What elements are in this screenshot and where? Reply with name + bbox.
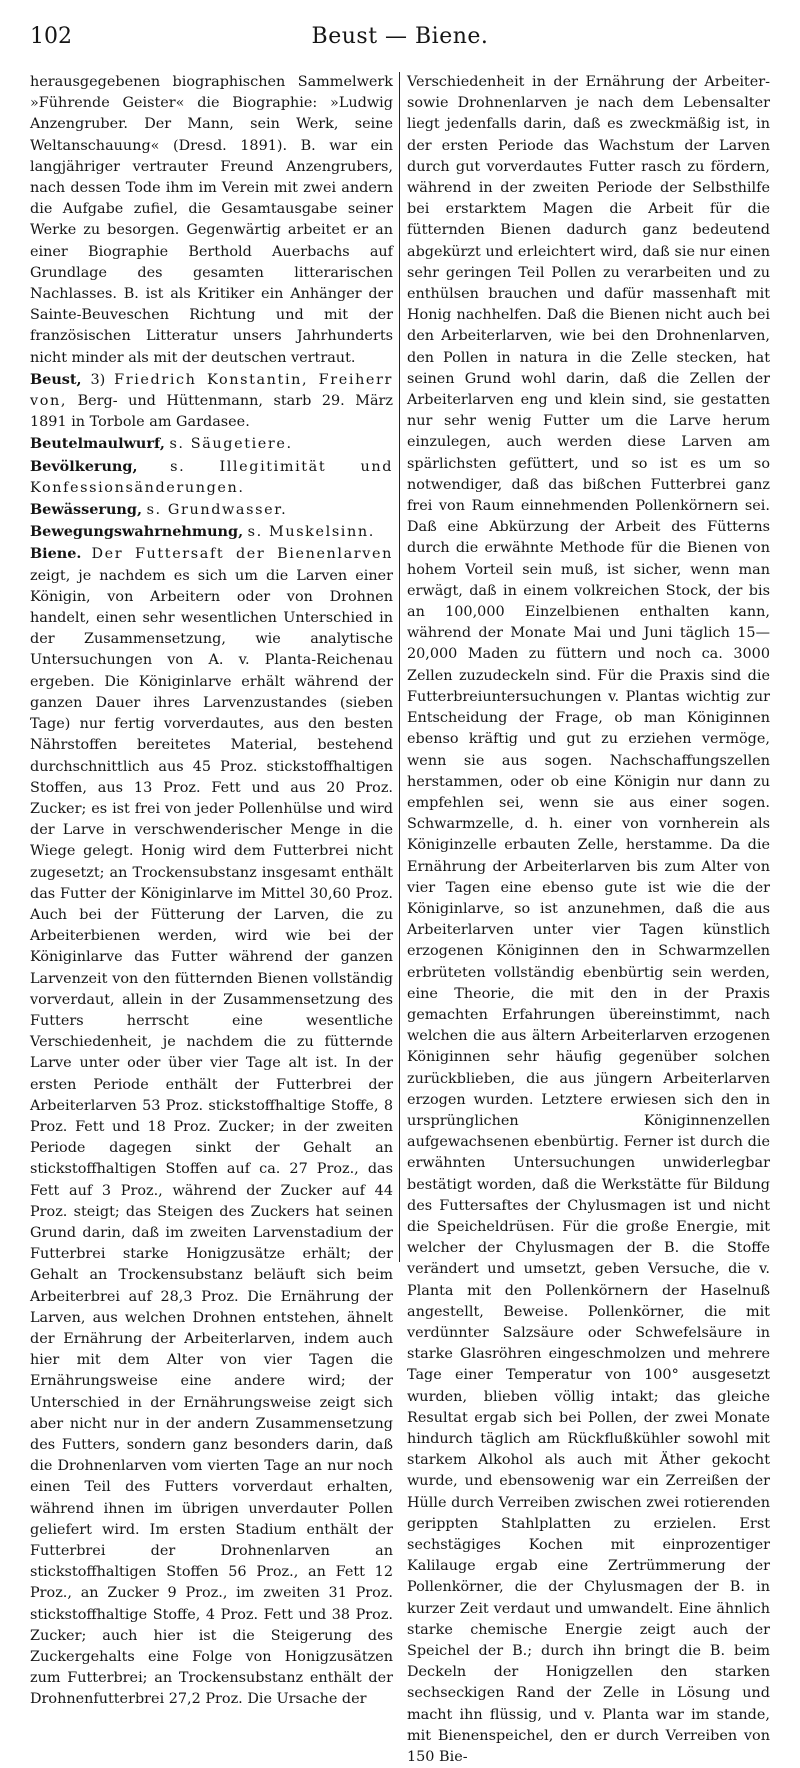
page-number: 102 bbox=[30, 24, 72, 49]
text-columns bbox=[30, 72, 770, 1766]
headword-bewaesserung: Bewässerung, bbox=[30, 501, 142, 519]
entry-bewegungswahrnehmung bbox=[30, 521, 393, 543]
right-column bbox=[400, 72, 770, 1766]
cross-reference: s. Säugetiere. bbox=[169, 436, 293, 453]
continued-entry-paragraph: herausgegebenen biographischen Sammelwerk »Führende Geister« die Biographie: »Ludwig Anzengruber. Der Mann, sein Werk, seine Weltanschauung« (Dresd. 1891). B. war ein langjähriger vertrauter Freund Anzengrubers, nach dessen Tode ihm im Verein mit zwei andern die Aufgabe zufiel, die Gesamtausgabe seiner Werke zu besorgen. Gegenwärtig arbeitet er an einer Biographie Berthold Auerbachs auf Grundlage des gesamten litterarischen Nachlasses. B. ist als Kritiker ein Anhänger der Sainte-Beuveschen Richtung und mit der französischen Litteratur unsers Jahrhunderts nicht minder als mit der deutschen vertraut. bbox=[30, 74, 393, 366]
entry-person-name: Friedrich Konstantin, Freiherr von, bbox=[30, 371, 394, 410]
entry-biene-continued: Verschiedenheit in der Ernährung der Arbeiter- sowie Drohnenlarven je nach dem Lebensalter liegt jedenfalls darin, daß es zweckmäßig ist, in der ersten Periode das Wachstum der Larven durch gut vorverdautes Futter rasch zu fördern, während in der zweiten Periode der Selbsthilfe bei erstarktem Magen die Arbeit für die fütternden Bienen dadurch ganz bedeutend abgekürzt und erleichtert wird, daß sie nur einen sehr geringen Teil Pollen zu verarbeiten und zu enthülsen brauchen und dafür massenhaft mit Honig nachhelfen. Daß die Bienen nicht auch bei den Arbeiterlarven, wie bei den Drohnenlarven, den Pollen in natura in die Zelle stecken, hat seinen Grund wohl darin, daß die Zellen der Arbeiterlarven eng und klein sind, sie gestatten nur sehr wenig Futter um die Larve herum einzulegen, auch werden diese Larven am spärlichsten gefüttert, und so ist es um so notwendiger, daß das bißchen Futterbrei ganz frei von Raum einnehmenden Pollenkörnern sei. Daß eine Abkürzung der Arbeit des Fütterns durch die erwähnte Methode für die Bienen von hohem Vorteil sein muß, ist sicher, wenn man erwägt, daß in einem volkreichen Stock, der bis an 100,000 Einzelbienen enthalten kann, während der Monate Mai und Juni täglich 15—20,000 Maden zu füttern und noch ca. 3000 Zellen zuzudeckeln sind. Für die Praxis sind die Futterbreiuntersuchungen v. Plantas wichtig zur Entscheidung der Frage, ob man Königinnen ebenso kräftig und gut zu erziehen vermöge, wenn sie aus sogen. Nachschaffungszellen herstammen, oder ob eine Königin nur dann zu empfehlen sei, wenn sie aus einer sogen. Schwarmzelle, d. h. einer von vornherein als Königinzelle erbauten Zelle, herstamme. Da die Ernährung der Arbeiterlarven bis zum Alter von vier Tagen eine ebenso gute ist wie die der Königinlarve, so ist anzunehmen, daß die aus Arbeiterlarven unter vier Tagen künstlich erzogenen Königinnen den in Schwarmzellen erbrüteten vollständig ebenbürtig sein werden, eine Theorie, die mit den in der Praxis gemachten Erfahrungen übereinstimmt, nach welchen die aus ältern Arbeiterlarven erzogenen Königinnen sehr häufig gegenüber solchen zurückblieben, die aus jüngern Arbeiterlarven erzogen wurden. Letztere erwiesen sich den in ursprünglichen Königinnenzellen aufgewachsenen ebenbürtig. Ferner ist durch die erwähnten Untersuchungen unwiderlegbar bestätigt worden, daß die Werkstätte für Bildung des Futtersaftes der Chylusmagen ist und nicht die Speicheldrüsen. Für die große Energie, mit welcher der Chylusmagen der B. die Stoffe verändert und umsetzt, geben Versuche, die v. Planta mit den Pollenkörnern der Haselnuß angestellt, Beweise. Pollenkörner, die mit verdünnter Salzsäure oder Schwefelsäure in starke Glasröhren eingeschmolzen und mehrere Tage einer Temperatur von 100° ausgesetzt wurden, blieben völlig intakt; das gleiche Resultat ergab sich bei Pollen, der zwei Monate hindurch täglich am Rückflußkühler sowohl mit starkem Alkohol als auch mit Äther gekocht wurde, und ebensowenig war ein Zerreißen der Hülle durch Verreiben zwischen zwei rotierenden gerippten Stahlplatten zu erzielen. Erst sechstägiges Kochen mit einprozentiger Kalilauge ergab eine Zertrümmerung der Pollenkörner, die der Chylusmagen der B. in kurzer Zeit verdaut und umwandelt. Eine ähnlich starke chemische Energie zeigt auch der Speichel der B.; durch ihn bringt die B. beim Deckeln der Honigzellen den starken sechseckigen Rand der Zelle in Lösung und macht ihn flüssig, und v. Planta war im stande, mit Bienenspeichel, den er durch Verreiben von 150 Bie- bbox=[406, 74, 770, 1766]
entry-bevoelkerung bbox=[30, 456, 393, 499]
page-header bbox=[30, 18, 770, 58]
headword-bevoelkerung: Bevölkerung, bbox=[30, 457, 138, 475]
entry-lead-text: Der Futtersaft der Bienenlarven bbox=[91, 546, 393, 563]
cross-reference: s. Muskelsinn. bbox=[247, 524, 375, 541]
entry-beust bbox=[30, 369, 393, 434]
headword-bewegungswahrnehmung: Bewegungswahrnehmung, bbox=[30, 523, 244, 541]
left-column bbox=[30, 72, 399, 1708]
headword-beust: Beust, bbox=[30, 370, 82, 388]
entry-biene bbox=[30, 543, 393, 1710]
entry-beutelmaulwurf bbox=[30, 433, 393, 455]
entry-bewaesserung bbox=[30, 499, 393, 521]
entry-text: zeigt, je nachdem es sich um die Larven einer Königin, von Arbeitern oder von Drohnen handelt, einen sehr wesentlichen Unterschied in der Zusammensetzung, wie analytische Untersuchungen von A. v. Planta-Reichenau ergeben. Die Königinlarve erhält während der ganzen Dauer ihres Larvenzustandes (sieben Tage) nur fertig vorverdautes, aus den besten Nährstoffen bereitetes Material, bestehend durchschnittlich aus 45 Proz. stickstoffhaltigen Stoffen, aus 13 Proz. Fett und aus 20 Proz. Zucker; es ist frei von jeder Pollenhülse und wird der Larve in verschwenderischer Menge in die Wiege gelegt. Honig wird dem Futterbrei nicht zugesetzt; an Trockensubstanz insgesamt enthält das Futter der Königinlarve im Mittel 30,60 Proz. Auch bei der Fütterung der Larven, die zu Arbeiterbienen werden, wird wie bei der Königinlarve das Futter während der ganzen Larvenzeit von den fütternden Bienen vollständig vorverdaut, allein in der Zusammensetzung des Futters herrscht eine wesentliche Verschiedenheit, je nachdem die zu fütternde Larve unter oder über vier Tage alt ist. In der ersten Periode enthält der Futterbrei der Arbeiterlarven 53 Proz. stickstoffhaltige Stoffe, 8 Proz. Fett und 18 Proz. Zucker; in der zweiten Periode dagegen sinkt der Gehalt an stickstoffhaltigen Stoffen auf ca. 27 Proz., das Fett auf 3 Proz., während der Zucker auf 44 Proz. steigt; das Steigen des Zuckers hat seinen Grund darin, daß im zweiten Larvenstadium der Futterbrei starke Honigzusätze erhält; der Gehalt an Trockensubstanz beläuft sich beim Arbeiterbrei auf 28,3 Proz. Die Ernährung der Larven, aus welchen Drohnen entstehen, ähnelt der Ernährung der Arbeiterlarven, indem auch hier mit dem Alter von vier Tagen die Ernährungsweise eine andere wird; der Unterschied in der Ernährungsweise zeigt sich aber nicht nur in der andern Zusammensetzung des Futters, sondern ganz besonders darin, daß die Drohnenlarven vom vierten Tage an nur noch einen Teil des Futters vorverdaut erhalten, während ihnen im übrigen unverdauter Pollen geliefert wird. Im ersten Stadium enthält der Futterbrei der Drohnenlarven an stickstoffhaltigen Stoffen 56 Proz., an Fett 12 Proz., an Zucker 9 Proz., im zweiten 31 Proz. stickstoffhaltige Stoffe, 4 Proz. Fett und 38 Proz. Zucker; auch hier ist die Steigerung des Zuckergehalts eine Folge von Honigzusätzen zum Futterbrei; an Trockensubstanz enthält der Drohnenfutterbrei 27,2 Proz. Die Ursache der bbox=[30, 567, 393, 1708]
running-head: Beust — Biene. bbox=[311, 24, 489, 49]
cross-reference: s. Illegitimität und Konfessionsänderungen. bbox=[30, 458, 394, 496]
headword-biene: Biene. bbox=[30, 545, 82, 563]
headword-beutelmaulwurf: Beutelmaulwurf, bbox=[30, 435, 165, 453]
entry-text: Berg- und Hüttenmann, starb 29. März 1891 in Torbole am Gardasee. bbox=[30, 393, 394, 431]
entry-number: 3) bbox=[90, 371, 106, 388]
cross-reference: s. Grundwasser. bbox=[146, 502, 288, 519]
